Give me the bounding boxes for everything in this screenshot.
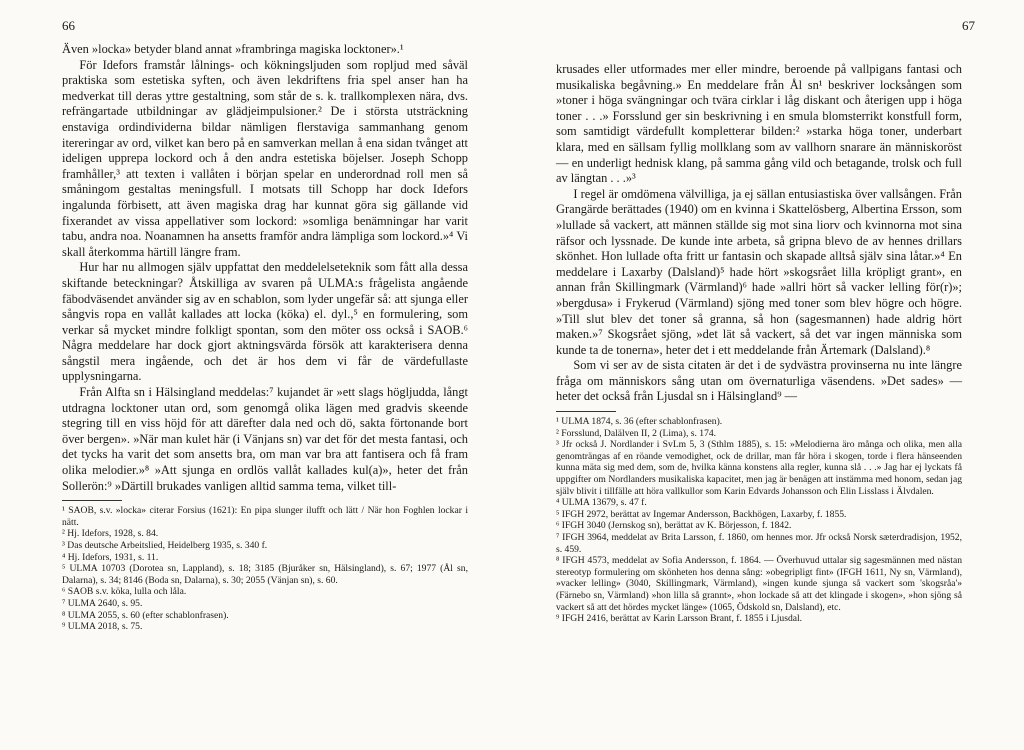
footnote: ¹ ULMA 1874, s. 36 (efter schablonfrasen). [556,416,723,428]
footnote: ³ Das deutsche Arbeitslied, Heidelberg 1935, s. 340 f. [62,540,268,551]
footnote: ⁸ ULMA 2055, s. 60 (efter schablonfrasen). [62,609,229,621]
footnote: ³ Jfr också J. Nordlander i SvLm 5, 3 (Sthlm 1885), s. 15: »Melodierna äro många och olika, men alla genomträngas af en röande vemodighet, ock de drillar, man får höra i skogen, torde i flera hänseenden kunna mäta sig med dem, som de, hvilka känna konstens alla regler, kunna slå . . .» Jag har ej lyckats få uppgifter om Nordlanders musikaliska kapacitet, men jag är benägen att instämma med honom, sedan jag själv blivit i tillfälle att höra vallkullor som Karin Edvards Johansson och Elin Lisslass i Älvdalen. [556,439,962,497]
left-page-number: 66 [62,18,75,33]
footnote: ⁵ ULMA 10703 (Dorotea sn, Lappland), s. 18; 3185 (Bjuråker sn, Hälsingland), s. 67; 1977 (Ål sn, Dalarna), s. 34; 8146 (Boda sn, Dalarna), s. 30; 2055 (Vänjan sn), s. 60. [62,563,468,586]
footnote: ² Forsslund, Dalälven II, 2 (Lima), s. 174. [556,427,717,439]
footnote: ⁹ IFGH 2416, berättat av Karin Larsson Brant, f. 1855 i Ljusdal. [556,613,803,625]
footnote: ⁴ Hj. Idefors, 1931, s. 11. [62,551,159,563]
footnote: ⁶ IFGH 3040 (Jernskog sn), berättat av K. Börjesson, f. 1842. [556,520,792,532]
paragraph: För Idefors framstår lålnings- och kökningsljuden som ropljud med såväl praktiska som estetiska syften, och även lekdriftens fria spel anser han ha medverkat till deras yttre gestaltning, som står de s. k. trallkomplexen nära, dvs. refrängartade utbildningar av glädjeimpulsioner.² De i största utsträckning enstaviga ordindividerna bildar nämligen flerstaviga sammanhang genom itereringar av ord, vilket kan bero på en samverkan mellan å ena sidan tvånget att ideligen upprepa lockord och å den andra estetiska böjelser. Joseph Schopp framhåller,³ att texten i vallåten i början spelar en underordnad roll men så småningom gestaltas meningsfull. I motsats till Schopp har dock Idefors ingalunda förbisett, att även magiska drag har kunnat göra sig gällande vid fixerandet av vissa appellativer som lockord: »somliga benämningar har varit tabu, andra noa. Noanamnen ha ansetts framför andra lämpliga som lockord.»⁴ Vi skall återkomma härtill längre fram. [62,57,468,259]
footnote: ¹ SAOB, s.v. »locka» citerar Forsius (1621): En pipa slunger ilufft och lätt / När hon Foghlen lockar i nätt. [62,505,468,528]
footnote: ⁵ IFGH 2972, berättat av Ingemar Andersson, Backhögen, Laxarby, f. 1855. [556,508,847,520]
paragraph: Även »locka» betyder bland annat »frambringa magiska locktoner».¹ [62,42,404,56]
footnote: ² Hj. Idefors, 1928, s. 84. [62,528,159,540]
paragraph: krusades eller utformades mer eller mindre, beroende på vallpigans fantasi och musikaliska begåvning.» En meddelare från Ål sn¹ beskriver locksången som »toner i höga svängningar och tvära cirklar i låg diskant och återigen upp i höga toner . . .» Forsslund ger sin beskrivning i en smula blomsterrikt konstfull form, som samtidigt värdefullt kompletterar bilden:² »starka höga toner, underbart klara, med en sällsam fyllig mollklang som av vallhorn snarare än människoröst — en underligt hednisk klang, på samma gång vild och betagande, trolsk och full av längtan . . .»³ [556,62,962,186]
right-page-number: 67 [962,18,975,33]
paragraph: I regel är omdömena välvilliga, ja ej sällan entusiastiska över vallsången. Från Grangärde berättades (1940) om en kvinna i Skattelösberg, Albertina Ersson, som »lullade så vackert, att männen ställde sig mot sina liorv och kvinnorna mot sina räfsor och lyssnade. De kunde inte arbeta, så gripna blevo de av hennes drillars skönhet. Hon lullade ofta fritt ur fantasin och skapade alltså själv sina låtar.»⁴ En meddelare i Laxarby (Dalsland)⁵ hade hört »skogsrået lilla kröpligt grant», en annan från Skillingmark (Värmland)⁶ hade »allri hört så vacker lelling för(r)»; »bergdusa» i Frykerud (Värmland) sjöng med toner som blev högre och högre. »Till slut blev det toner så granna, så hon (sagesmannen) hade aldrig hört maken.»⁷ Skogsrået sjöng, »det lät så vackert, så det var ingen människa som kunde ta de tonerna», heter det i ett meddelande från Ärtemark (Dalsland).⁸ [556,186,962,357]
footnote: ⁸ IFGH 4573, meddelat av Sofia Andersson, f. 1864. — Överhuvud uttalar sig sagesmännen med nästan stereotyp formulering om skönheten hos denna sång: »obegripligt fint» (IFGH 1611, Ny sn, Värmland), »vacker lelling» (3040, Skillingmark, Värmland), »ingen kunde sjunga så vackert som 'skogsråa'» (Färnebo sn, Värmland) »hon lilla så grannt», »hon lockade så att det klingade i skogen», »hon sjöng så vackert så att det hördes mycket länge» (1065, Ödskold sn, Dalsland), etc. [556,555,962,613]
footnote: ⁴ ULMA 13679, s. 47 f. [556,497,647,509]
footnote: ⁷ IFGH 3964, meddelat av Brita Larsson, f. 1860, om hennes mor. Jfr också Norsk sæterdradisjon, 1952, s. 459. [556,532,962,555]
footnotes [62,505,468,633]
footnote: ⁷ ULMA 2640, s. 95. [62,597,143,609]
paragraph: Från Alfta sn i Hälsingland meddelas:⁷ kujandet är »ett slags högljudda, långt utdragna locktoner utan ord, som genomgå olika lägen med gradvis skeende stegring till en viss höjd för att därefter dala ned och dö, sakta förtonande bort över bergen». »När man kulet här (i Vänjans sn) var det för det mesta fantasi, och det tycks ha varit det som ansetts bra, om man var bra att fantisera och få fram olika melodier.»⁸ »Att sjunga en ordlös vallåt kallades kul(a)», heter det från Sollerön:⁹ »Därtill brukades vanligen alltid samma tema, vilket till- [62,385,468,493]
footnote-divider [556,411,616,412]
paragraph: Som vi ser av de sista citaten är det i de sydvästra provinserna nu inte längre fråga om människors sång utan om övernaturliga väsendens. »Det sades» — heter det också från Ljusdal sn i Hälsingland⁹ — [556,358,962,404]
left-page-body [62,42,468,633]
right-page-body [556,62,962,625]
footnote-divider [62,500,122,501]
footnotes [556,416,962,625]
footnote: ⁶ SAOB s.v. köka, lulla och låla. [62,586,187,598]
footnote: ⁹ ULMA 2018, s. 75. [62,621,143,633]
paragraph: Hur har nu allmogen själv uppfattat den meddelelseteknik som fått alla dessa skiftande beteckningar? Åtskilliga av svaren på ULMA:s frågelista angående fäbodväsendet använder sig av en schablon, som lyder ungefär så: att sjunga eller sångvis ropa en vallåt kallades att locka (köka) el. dyl.,⁵ en formulering, som verkar så mycket mindre folkligt spontan, som den möter oss också i SAOB.⁶ Några meddelare har dock gjort aktningsvärda försök att karakterisera denna sångstil mera ingående, och det är hos dem vi får de värdefullaste upplysningarna. [62,260,468,384]
